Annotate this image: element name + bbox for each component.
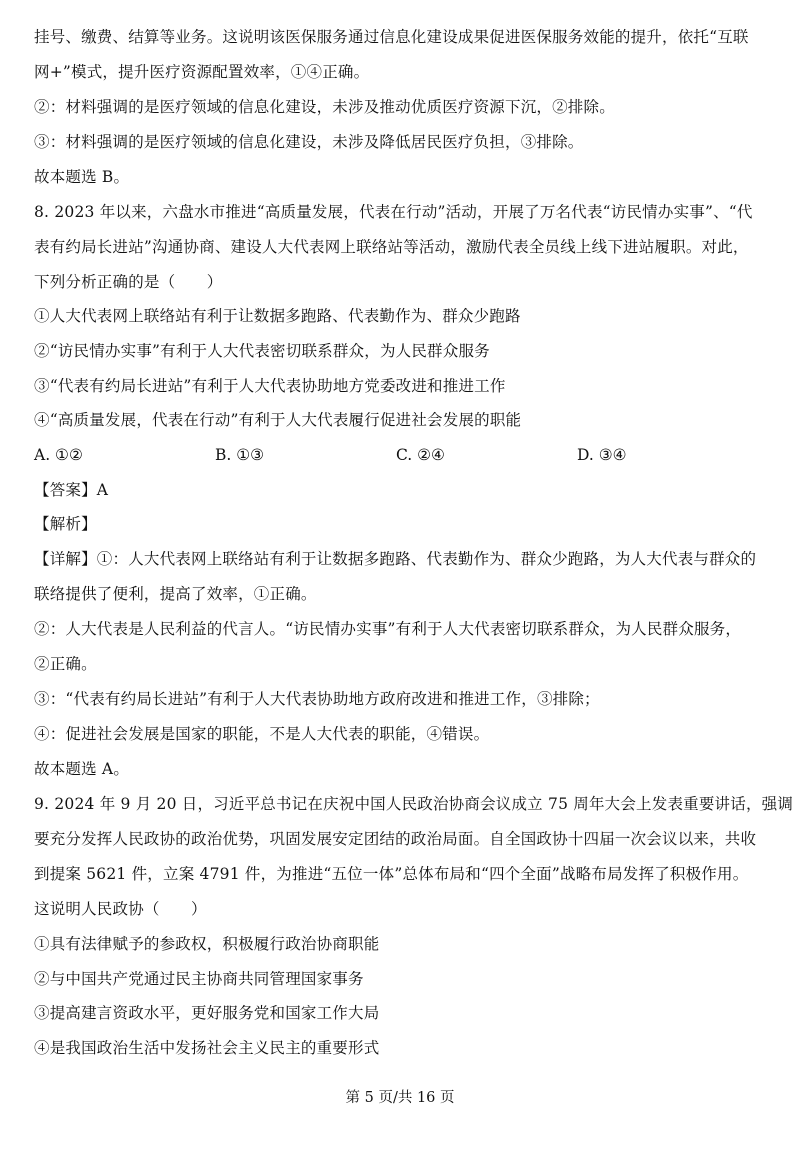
question-9-statement: ④是我国政治生活中发扬社会主义民主的重要形式	[34, 1039, 380, 1057]
text-line: ③：材料强调的是医疗领域的信息化建设，未涉及降低居民医疗负担，③排除。	[34, 133, 584, 151]
analysis-label: 【解析】	[34, 515, 97, 533]
page-number-footer: 第 5 页/共 16 页	[345, 1090, 455, 1106]
question-8-statement: ③“代表有约局长进站”有利于人大代表协助地方党委改进和推进工作	[34, 377, 506, 395]
text-line: 挂号、缴费、结算等业务。这说明该医保服务通过信息化建设成果促进医保服务效能的提升，依托“互联	[34, 28, 749, 46]
detail-line: 联络提供了便利，提高了效率，①正确。	[34, 585, 317, 603]
question-9-stem: 这说明人民政协（ ）	[34, 900, 207, 918]
question-9-stem: 要充分发挥人民政协的政治优势，巩固发展安定团结的政治局面。自全国政协十四届一次会议以来，共收	[34, 830, 757, 848]
question-9-statement: ①具有法律赋予的参政权，积极履行政治协商职能	[34, 935, 380, 953]
question-8-stem: 表有约局长进站”沟通协商、建设人大代表网上联络站等活动，激励代表全员线上线下进站履职。对此，	[34, 238, 749, 256]
detail-line: ②正确。	[34, 655, 97, 673]
detail-line: 【详解】①：人大代表网上联络站有利于让数据多跑路、代表勤作为、群众少跑路，为人大代表与群众的	[34, 550, 757, 568]
question-9-stem: 到提案 5621 件，立案 4791 件，为推进“五位一体”总体布局和“四个全面”战略布局发挥了积极作用。	[34, 865, 749, 883]
question-8-statement: ①人大代表网上联络站有利于让数据多跑路、代表勤作为、群众少跑路	[34, 307, 521, 325]
text-line: 网+”模式，提升医疗资源配置效率，①④正确。	[34, 63, 370, 81]
option-a: A. ①②	[34, 446, 83, 464]
text-line: ②：材料强调的是医疗领域的信息化建设，未涉及推动优质医疗资源下沉，②排除。	[34, 98, 615, 116]
question-9-statement: ③提高建言资政水平，更好服务党和国家工作大局	[34, 1004, 380, 1022]
question-8-stem: 8. 2023 年以来，六盘水市推进“高质量发展，代表在行动”活动，开展了万名代表“访民情办实事”、“代	[34, 203, 753, 221]
question-9-stem: 9. 2024 年 9 月 20 日，习近平总书记在庆祝中国人民政治协商会议成立 75 周年大会上发表重要讲话，强调	[34, 795, 794, 813]
question-8-statement: ④“高质量发展，代表在行动”有利于人大代表履行促进社会发展的职能	[34, 411, 522, 429]
option-b: B. ①③	[215, 446, 265, 464]
text-line: 故本题选 B。	[34, 168, 130, 186]
option-d: D. ③④	[577, 446, 627, 464]
detail-line: 故本题选 A。	[34, 760, 130, 778]
detail-line: ③：“代表有约局长进站”有利于人大代表协助地方政府改进和推进工作，③排除；	[34, 690, 600, 708]
question-8-statement: ②“访民情办实事”有利于人大代表密切联系群众，为人民群众服务	[34, 342, 490, 360]
question-8-stem: 下列分析正确的是（ ）	[34, 273, 223, 291]
option-c: C. ②④	[396, 446, 445, 464]
detail-line: ④：促进社会发展是国家的职能，不是人大代表的职能，④错误。	[34, 725, 490, 743]
question-8-options	[34, 445, 766, 465]
question-9-statement: ②与中国共产党通过民主协商共同管理国家事务	[34, 970, 364, 988]
detail-line: ②：人大代表是人民利益的代言人。“访民情办实事”有利于人大代表密切联系群众，为人民群众服务，	[34, 620, 742, 638]
answer-label: 【答案】A	[34, 481, 109, 499]
